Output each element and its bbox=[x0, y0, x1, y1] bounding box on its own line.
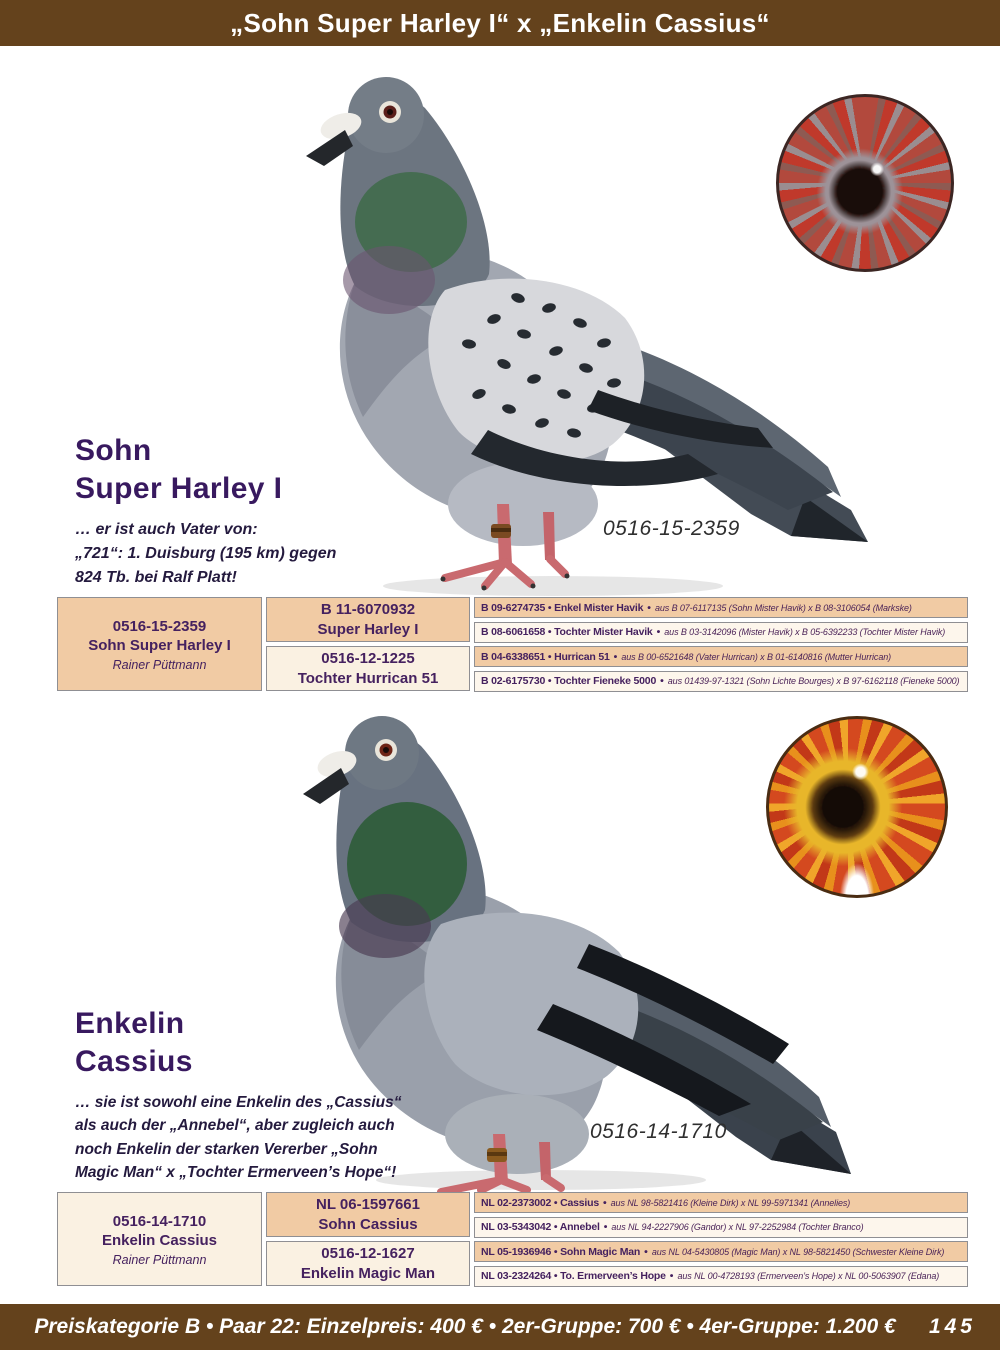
top-title-banner bbox=[0, 0, 1000, 46]
grandparent-row: NL 05-1936946 • Sohn Magic Man • aus NL 04-5430805 (Magic Man) x NL 98-5821450 (Schwester Kleine Dirk) bbox=[474, 1241, 968, 1262]
pigeon1-description: … er ist auch Vater von: „721“: 1. Duisburg (195 km) gegen 824 Tb. bei Ralf Platt! bbox=[75, 521, 337, 587]
bullet-separator: • bbox=[602, 1196, 607, 1209]
bullet-separator: • bbox=[660, 675, 664, 687]
pigeon1-headline-block bbox=[75, 432, 336, 590]
pigeon2-ring-caption: 0516-14-1710 bbox=[590, 1120, 727, 1143]
bullet-separator: • bbox=[656, 626, 661, 638]
subject-ring: 0516-14-1710 bbox=[112, 1212, 207, 1230]
dam-box bbox=[266, 1241, 470, 1286]
grandparent-row: NL 03-5343042 • Annebel • aus NL 94-2227906 (Gandor) x NL 97-2252984 (Tochter Branco) bbox=[474, 1217, 968, 1238]
sire-ring: NL 06-1597661 bbox=[316, 1196, 420, 1213]
page-number: 145 bbox=[928, 1315, 976, 1338]
sire-ring: B 11-6070932 bbox=[320, 601, 416, 618]
dam-ring: 0516-12-1225 bbox=[321, 650, 415, 667]
subject-owner: Rainer Püttmann bbox=[112, 657, 207, 672]
dam-box bbox=[266, 646, 470, 691]
bullet-separator: • bbox=[669, 1270, 674, 1282]
dam-name: Enkelin Magic Man bbox=[300, 1264, 436, 1282]
grandparent-row: NL 03-2324264 • To. Ermerveen’s Hope • aus NL 00-4728193 (Ermerveen’s Hope) x NL 00-5063907 (Edana) bbox=[474, 1266, 968, 1287]
pedigree-table-2 bbox=[57, 1192, 968, 1286]
eye-photo-red-pearl bbox=[776, 94, 954, 272]
subject-name: Enkelin Cassius bbox=[101, 1232, 218, 1249]
sire-name: Sohn Cassius bbox=[318, 1215, 418, 1233]
pigeon2-headline-block bbox=[75, 1005, 401, 1184]
subject-owner: Rainer Püttmann bbox=[112, 1252, 207, 1267]
grandparent-row: B 09-6274735 • Enkel Mister Havik • aus B 07-6117135 (Sohn Mister Havik) x B 08-3106054 (Markske) bbox=[474, 597, 968, 618]
pigeon2-title: Enkelin Cassius bbox=[75, 1007, 193, 1079]
subject-box bbox=[57, 597, 262, 691]
bullet-separator: • bbox=[647, 601, 651, 614]
pigeon1-title: Sohn Super Harley I bbox=[75, 434, 283, 506]
price-text: Preiskategorie B • Paar 22: Einzelpreis: 400 € • 2er-Gruppe: 700 € • 4er-Gruppe: 1.200 € bbox=[34, 1315, 896, 1338]
page-title: „Sohn Super Harley I“ x „Enkelin Cassius“ bbox=[230, 7, 770, 38]
price-banner bbox=[0, 1304, 1000, 1350]
eye-photo-orange-red bbox=[766, 716, 948, 898]
bullet-separator: • bbox=[644, 1245, 648, 1258]
subject-name: Sohn Super Harley I bbox=[88, 637, 231, 654]
grandparent-row: B 02-6175730 • Tochter Fieneke 5000 • aus 01439-97-1321 (Sohn Lichte Bourges) x B 97-6162118 (Fieneke 5000) bbox=[474, 671, 968, 692]
subject-ring: 0516-15-2359 bbox=[112, 617, 207, 635]
pigeon1-ring-caption: 0516-15-2359 bbox=[603, 517, 740, 540]
bullet-separator: • bbox=[603, 1221, 608, 1233]
sire-name: Super Harley I bbox=[317, 620, 419, 638]
subject-box bbox=[57, 1192, 262, 1286]
dam-name: Tochter Hurrican 51 bbox=[297, 669, 439, 687]
grandparent-row: B 08-6061658 • Tochter Mister Havik • aus B 03-3142096 (Mister Havik) x B 05-6392233 (Tochter Mister Havik) bbox=[474, 622, 968, 643]
pedigree-table-1 bbox=[57, 597, 968, 691]
bullet-separator: • bbox=[613, 650, 618, 663]
pigeon2-description: … sie ist sowohl eine Enkelin des „Cassius“ als auch der „Annebel“, aber zugleich auch noch Enkelin der starken Vererber „Sohn Magic Man“ x „Tochter Ermerveen’s Hope“! bbox=[75, 1094, 402, 1181]
sire-box bbox=[266, 1192, 470, 1237]
grandparent-row: B 04-6338651 • Hurrican 51 • aus B 00-6521648 (Vater Hurrican) x B 01-6140816 (Mutter Hurrican) bbox=[474, 646, 968, 667]
sire-box bbox=[266, 597, 470, 642]
grandparent-row: NL 02-2373002 • Cassius • aus NL 98-5821416 (Kleine Dirk) x NL 99-5971341 (Annelies) bbox=[474, 1192, 968, 1213]
dam-ring: 0516-12-1627 bbox=[321, 1245, 415, 1262]
